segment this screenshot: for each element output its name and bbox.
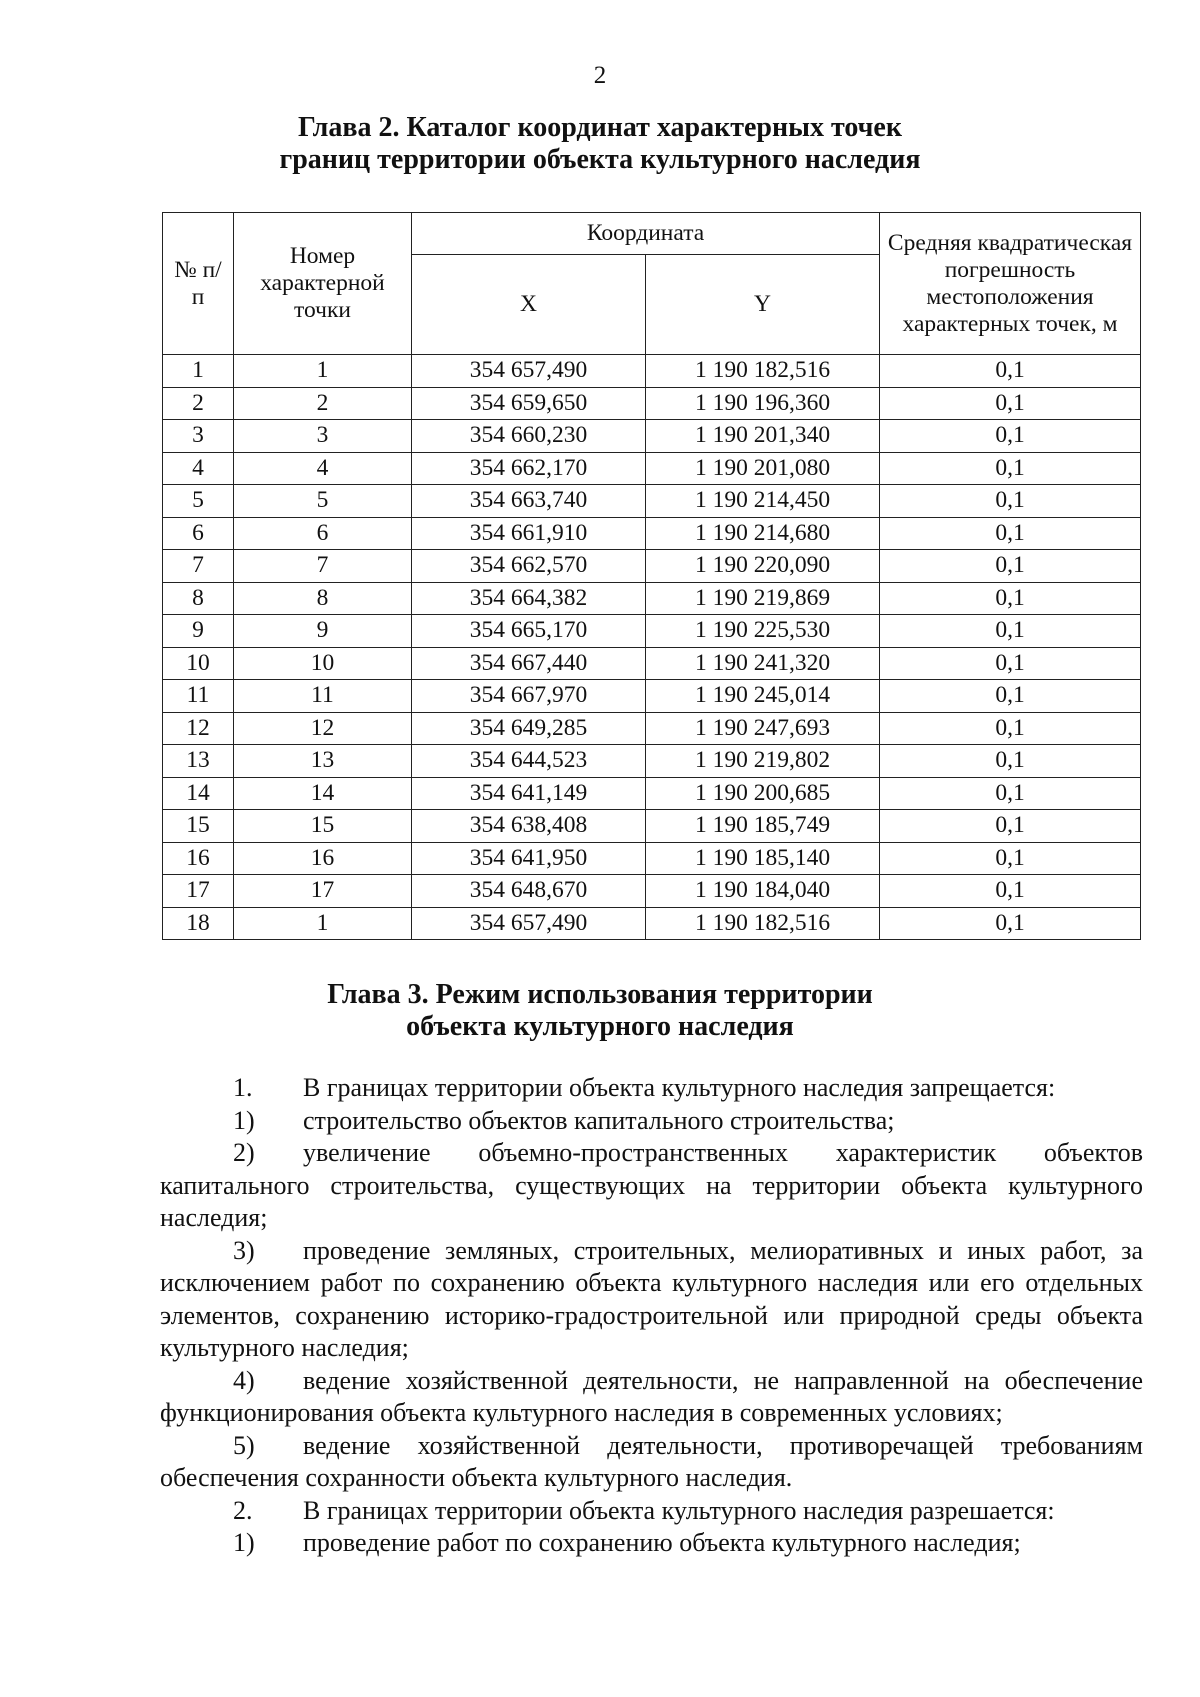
cell-x: 354 667,440	[412, 647, 646, 680]
cell-y: 1 190 184,040	[646, 875, 880, 908]
cell-y: 1 190 225,530	[646, 615, 880, 648]
cell-x: 354 660,230	[412, 420, 646, 453]
cell-y: 1 190 182,516	[646, 907, 880, 940]
table-row	[163, 875, 1141, 908]
cell-point-number: 15	[234, 810, 412, 843]
cell-error: 0,1	[880, 810, 1141, 843]
table-row	[163, 517, 1141, 550]
cell-y: 1 190 219,869	[646, 582, 880, 615]
list-item-number: 1)	[233, 1105, 255, 1135]
cell-error: 0,1	[880, 777, 1141, 810]
cell-x: 354 659,650	[412, 387, 646, 420]
cell-y: 1 190 196,360	[646, 387, 880, 420]
list-item	[160, 1105, 1143, 1138]
chapter-3-title-line-1: Глава 3. Режим использования территории	[327, 979, 873, 1010]
list-item-number: 1.	[233, 1073, 253, 1102]
list-item-number: 4)	[233, 1365, 255, 1395]
cell-y: 1 190 185,749	[646, 810, 880, 843]
page-number: 2	[593, 62, 607, 89]
cell-row-number: 12	[163, 712, 234, 745]
cell-point-number: 9	[234, 615, 412, 648]
table-row	[163, 355, 1141, 388]
cell-error: 0,1	[880, 875, 1141, 908]
table-row	[163, 420, 1141, 453]
chapter-2-title-line-1: Глава 2. Каталог координат характерных точек	[298, 112, 902, 143]
cell-x: 354 662,570	[412, 550, 646, 583]
cell-x: 354 657,490	[412, 907, 646, 940]
list-item	[160, 1072, 1143, 1105]
cell-x: 354 667,970	[412, 680, 646, 713]
list-item-number: 2)	[233, 1138, 255, 1167]
list-item-text: проведение работ по сохранению объекта культурного наследия;	[303, 1528, 1021, 1557]
list-item-text: строительство объектов капитального строительства;	[303, 1105, 895, 1135]
table-row	[163, 550, 1141, 583]
list-item	[160, 1430, 1143, 1495]
list-item	[160, 1235, 1143, 1365]
cell-row-number: 16	[163, 842, 234, 875]
cell-point-number: 3	[234, 420, 412, 453]
cell-row-number: 15	[163, 810, 234, 843]
chapter-3-title-line-2: объекта культурного наследия	[406, 1011, 794, 1042]
coordinates-table	[162, 212, 1141, 940]
chapter-3-title	[0, 979, 1200, 1043]
cell-error: 0,1	[880, 485, 1141, 518]
cell-row-number: 9	[163, 615, 234, 648]
table-row	[163, 745, 1141, 778]
cell-point-number: 8	[234, 582, 412, 615]
header-coordinate: Координата	[412, 213, 880, 255]
cell-row-number: 3	[163, 420, 234, 453]
cell-error: 0,1	[880, 907, 1141, 940]
table-row	[163, 615, 1141, 648]
cell-error: 0,1	[880, 387, 1141, 420]
list-item	[160, 1137, 1143, 1235]
table-row	[163, 582, 1141, 615]
cell-error: 0,1	[880, 517, 1141, 550]
cell-row-number: 1	[163, 355, 234, 388]
cell-y: 1 190 241,320	[646, 647, 880, 680]
list-item-number: 2.	[233, 1495, 253, 1525]
cell-error: 0,1	[880, 712, 1141, 745]
cell-y: 1 190 245,014	[646, 680, 880, 713]
list-item-number: 5)	[233, 1430, 255, 1460]
list-item	[160, 1495, 1143, 1528]
cell-x: 354 648,670	[412, 875, 646, 908]
list-item-text: проведение земляных, строительных, мелиоративных и иных работ, за исключением работ по сохранению объекта культурного наследия или его отдельных элементов, сохранению историко-градостроительной или природной среды объекта культурного наследия;	[160, 1235, 1143, 1362]
cell-error: 0,1	[880, 842, 1141, 875]
cell-row-number: 6	[163, 517, 234, 550]
table-row	[163, 452, 1141, 485]
cell-x: 354 641,149	[412, 777, 646, 810]
cell-point-number: 16	[234, 842, 412, 875]
cell-point-number: 6	[234, 517, 412, 550]
cell-point-number: 11	[234, 680, 412, 713]
list-item-text: ведение хозяйственной деятельности, противоречащей требованиям обеспечения сохранности объекта культурного наследия.	[160, 1430, 1143, 1492]
cell-row-number: 2	[163, 387, 234, 420]
cell-y: 1 190 201,340	[646, 420, 880, 453]
cell-row-number: 10	[163, 647, 234, 680]
list-item-text: ведение хозяйственной деятельности, не направленной на обеспечение функционирования объекта культурного наследия в современных условиях;	[160, 1365, 1143, 1427]
cell-point-number: 12	[234, 712, 412, 745]
cell-y: 1 190 247,693	[646, 712, 880, 745]
table-row	[163, 485, 1141, 518]
cell-x: 354 665,170	[412, 615, 646, 648]
cell-x: 354 661,910	[412, 517, 646, 550]
header-y: Y	[646, 255, 880, 355]
header-mean-square-error: Средняя квадратическая погрешность местоположения характерных точек, м	[880, 213, 1141, 355]
cell-row-number: 7	[163, 550, 234, 583]
cell-error: 0,1	[880, 550, 1141, 583]
cell-point-number: 7	[234, 550, 412, 583]
cell-x: 354 657,490	[412, 355, 646, 388]
coordinates-table-body	[163, 355, 1141, 940]
cell-point-number: 5	[234, 485, 412, 518]
cell-point-number: 10	[234, 647, 412, 680]
list-item	[160, 1527, 1143, 1560]
cell-x: 354 638,408	[412, 810, 646, 843]
cell-y: 1 190 185,140	[646, 842, 880, 875]
cell-y: 1 190 182,516	[646, 355, 880, 388]
table-row	[163, 810, 1141, 843]
list-item-number: 3)	[233, 1235, 255, 1265]
chapter-2-title-line-2: границ территории объекта культурного наследия	[279, 144, 921, 175]
cell-point-number: 17	[234, 875, 412, 908]
cell-y: 1 190 219,802	[646, 745, 880, 778]
cell-y: 1 190 200,685	[646, 777, 880, 810]
table-row	[163, 777, 1141, 810]
list-item-number: 1)	[233, 1528, 255, 1557]
list-item	[160, 1365, 1143, 1430]
regime-text	[160, 1072, 1143, 1560]
table-row	[163, 680, 1141, 713]
cell-row-number: 18	[163, 907, 234, 940]
cell-row-number: 8	[163, 582, 234, 615]
cell-x: 354 662,170	[412, 452, 646, 485]
cell-point-number: 4	[234, 452, 412, 485]
table-row	[163, 712, 1141, 745]
table-row	[163, 387, 1141, 420]
cell-error: 0,1	[880, 355, 1141, 388]
cell-point-number: 1	[234, 355, 412, 388]
list-item-text: В границах территории объекта культурного наследия разрешается:	[303, 1495, 1055, 1525]
cell-row-number: 5	[163, 485, 234, 518]
chapter-2-title	[0, 112, 1200, 176]
cell-row-number: 17	[163, 875, 234, 908]
cell-x: 354 641,950	[412, 842, 646, 875]
list-item-text: В границах территории объекта культурного наследия запрещается:	[303, 1073, 1056, 1102]
list-item-text: увеличение объемно-пространственных характеристик объектов капитального строительства, существующих на территории объекта культурного наследия;	[160, 1138, 1143, 1232]
cell-point-number: 1	[234, 907, 412, 940]
cell-point-number: 2	[234, 387, 412, 420]
cell-row-number: 14	[163, 777, 234, 810]
cell-row-number: 11	[163, 680, 234, 713]
cell-point-number: 13	[234, 745, 412, 778]
cell-error: 0,1	[880, 615, 1141, 648]
cell-y: 1 190 214,680	[646, 517, 880, 550]
cell-error: 0,1	[880, 452, 1141, 485]
cell-row-number: 13	[163, 745, 234, 778]
table-row	[163, 907, 1141, 940]
cell-y: 1 190 220,090	[646, 550, 880, 583]
header-point-number: Номер характерной точки	[234, 213, 412, 355]
cell-x: 354 663,740	[412, 485, 646, 518]
cell-point-number: 14	[234, 777, 412, 810]
cell-y: 1 190 214,450	[646, 485, 880, 518]
cell-error: 0,1	[880, 745, 1141, 778]
cell-y: 1 190 201,080	[646, 452, 880, 485]
cell-error: 0,1	[880, 680, 1141, 713]
cell-x: 354 649,285	[412, 712, 646, 745]
table-row	[163, 842, 1141, 875]
cell-row-number: 4	[163, 452, 234, 485]
header-x: X	[412, 255, 646, 355]
cell-x: 354 664,382	[412, 582, 646, 615]
header-row-number: № п/п	[163, 213, 234, 355]
cell-error: 0,1	[880, 582, 1141, 615]
cell-x: 354 644,523	[412, 745, 646, 778]
cell-error: 0,1	[880, 420, 1141, 453]
table-row	[163, 647, 1141, 680]
cell-error: 0,1	[880, 647, 1141, 680]
